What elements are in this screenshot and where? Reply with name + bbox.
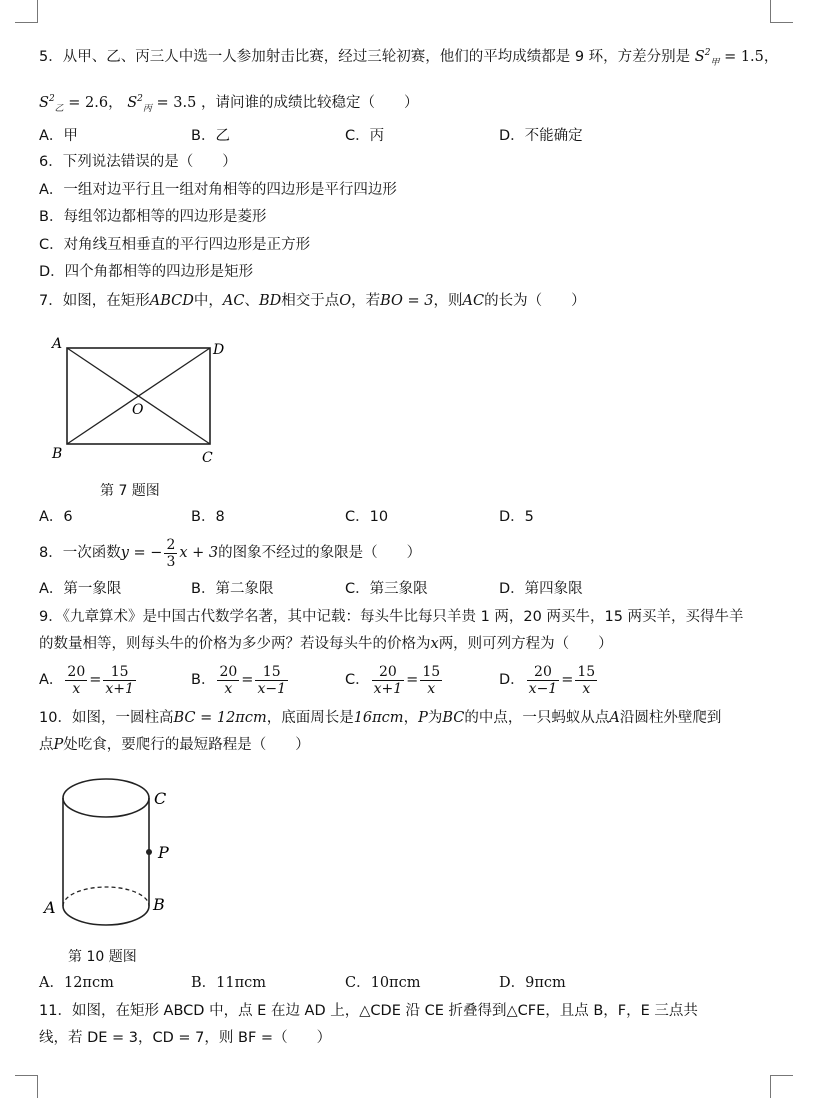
q5-option-a: A．甲 [39,128,78,144]
q5-val-yi: = 2.6， [68,94,123,111]
q9-option-c: C． $\frac{20}{x+1}$ = $\frac{15}{x}$ [345,663,441,697]
q5-stem: 5．从甲、乙、丙三人中选一人参加射击比赛，经过三轮初赛，他们的平均成绩都是 9 环，方差分别是 [39,48,691,65]
q10-label-b: B [153,895,165,914]
q8-stem: 8．一次函数y = − $\frac{2}{3}$ x + 3的图象不经过的象限是（ ） [39,536,422,570]
q5-val-jia: = 1.5， [724,48,779,65]
q10-top-ellipse [63,779,149,817]
q7-option-d: D．5 [499,509,534,525]
q10-option-c: C．10πcm [345,975,421,991]
q9-line1: 9．《九章算术》是中国古代数学名著，其中记载：每头牛比每只羊贵 1 两，20 两买牛，15 两买羊，买得牛羊 [39,609,744,625]
q5-var-bing: $S^2_丙$ [127,94,152,114]
q9-option-b: B． $\frac{20}{x}$ = $\frac{15}{x-1}$ [191,663,286,697]
q6-option-a: A．一组对边平行且一组对角相等的四边形是平行四边形 [39,182,397,198]
q9-option-d: D． $\frac{20}{x-1}$ = $\frac{15}{x}$ [499,663,596,697]
q6-stem: 6．下列说法错误的是（ ） [39,154,237,170]
q7-rectangle-figure [45,330,245,470]
corner-mark-top-left [15,0,38,23]
q5-var-jia: $S^2_甲$ [694,48,720,68]
q8-option-d: D．第四象限 [499,581,583,597]
q5-option-c: C．丙 [345,128,385,144]
q10-option-a: A．12πcm [39,975,114,991]
q9-option-a: A． $\frac{20}{x}$ = $\frac{15}{x+1}$ [39,663,134,697]
q7-option-a: A．6 [39,509,73,525]
q10-line2: 点P处吃食，要爬行的最短路程是（ ） [39,737,310,753]
q7-stem: 7．如图，在矩形ABCD中，AC、BD相交于点O，若BO = 3，则AC的长为（ ） [39,293,586,309]
q6-option-b: B．每组邻边都相等的四边形是菱形 [39,209,267,225]
corner-mark-top-right [770,0,793,23]
corner-mark-bottom-left [15,1075,38,1098]
q8-option-b: B．第二象限 [191,581,274,597]
q5-option-d: D．不能确定 [499,128,583,144]
q7-label-o: O [132,402,144,418]
q10-bottom-front-arc [63,906,149,925]
q5-option-b: B．乙 [191,128,230,144]
q10-option-b: B．11πcm [191,975,267,991]
q8-option-c: C．第三象限 [345,581,428,597]
q7-label-b: B [52,446,63,462]
corner-mark-bottom-right [770,1075,793,1098]
q6-option-d: D．四个角都相等的四边形是矩形 [39,264,254,280]
q7-label-a: A [52,336,63,352]
q6-option-c: C．对角线互相垂直的平行四边形是正方形 [39,237,311,253]
q5-line2 [39,89,418,119]
q7-option-c: C．10 [345,509,389,525]
q10-label-c: C [154,789,167,808]
q10-label-a: A [44,898,56,917]
q10-label-p: P [158,843,169,862]
q7-label-c: C [202,450,213,466]
q9-line2: 的数量相等，则每头牛的价格为多少两？若设每头牛的价格为x两，则可列方程为（ ） [39,636,613,652]
q7-caption: 第 7 题图 [100,483,160,499]
q5-line1 [39,43,778,73]
q10-line1: 10．如图，一圆柱高BC = 12πcm，底面周长是16πcm，P为BC的中点，一只蚂蚁从点A沿圆柱外壁爬到 [39,710,722,726]
q10-point-p [146,849,152,855]
q7-option-b: B．8 [191,509,225,525]
q10-option-d: D．9πcm [499,975,566,991]
q10-cylinder-figure [40,770,200,930]
q8-option-a: A．第一象限 [39,581,122,597]
q5-val-bing: = 3.5 [156,94,197,111]
q11-line2: 线，若 DE = 3，CD = 7，则 BF =（ ） [39,1030,332,1046]
q5-tail: ，请问谁的成绩比较稳定（ ） [200,94,419,111]
q11-line1: 11．如图，在矩形 ABCD 中，点 E 在边 AD 上，△CDE 沿 CE 折叠得到△CFE，且点 B，F，E 三点共 [39,1003,698,1019]
q5-var-yi: $S^2_乙$ [39,94,64,114]
q7-label-d: D [213,342,225,358]
q10-caption: 第 10 题图 [68,949,137,965]
q10-bottom-back-arc [63,887,149,906]
